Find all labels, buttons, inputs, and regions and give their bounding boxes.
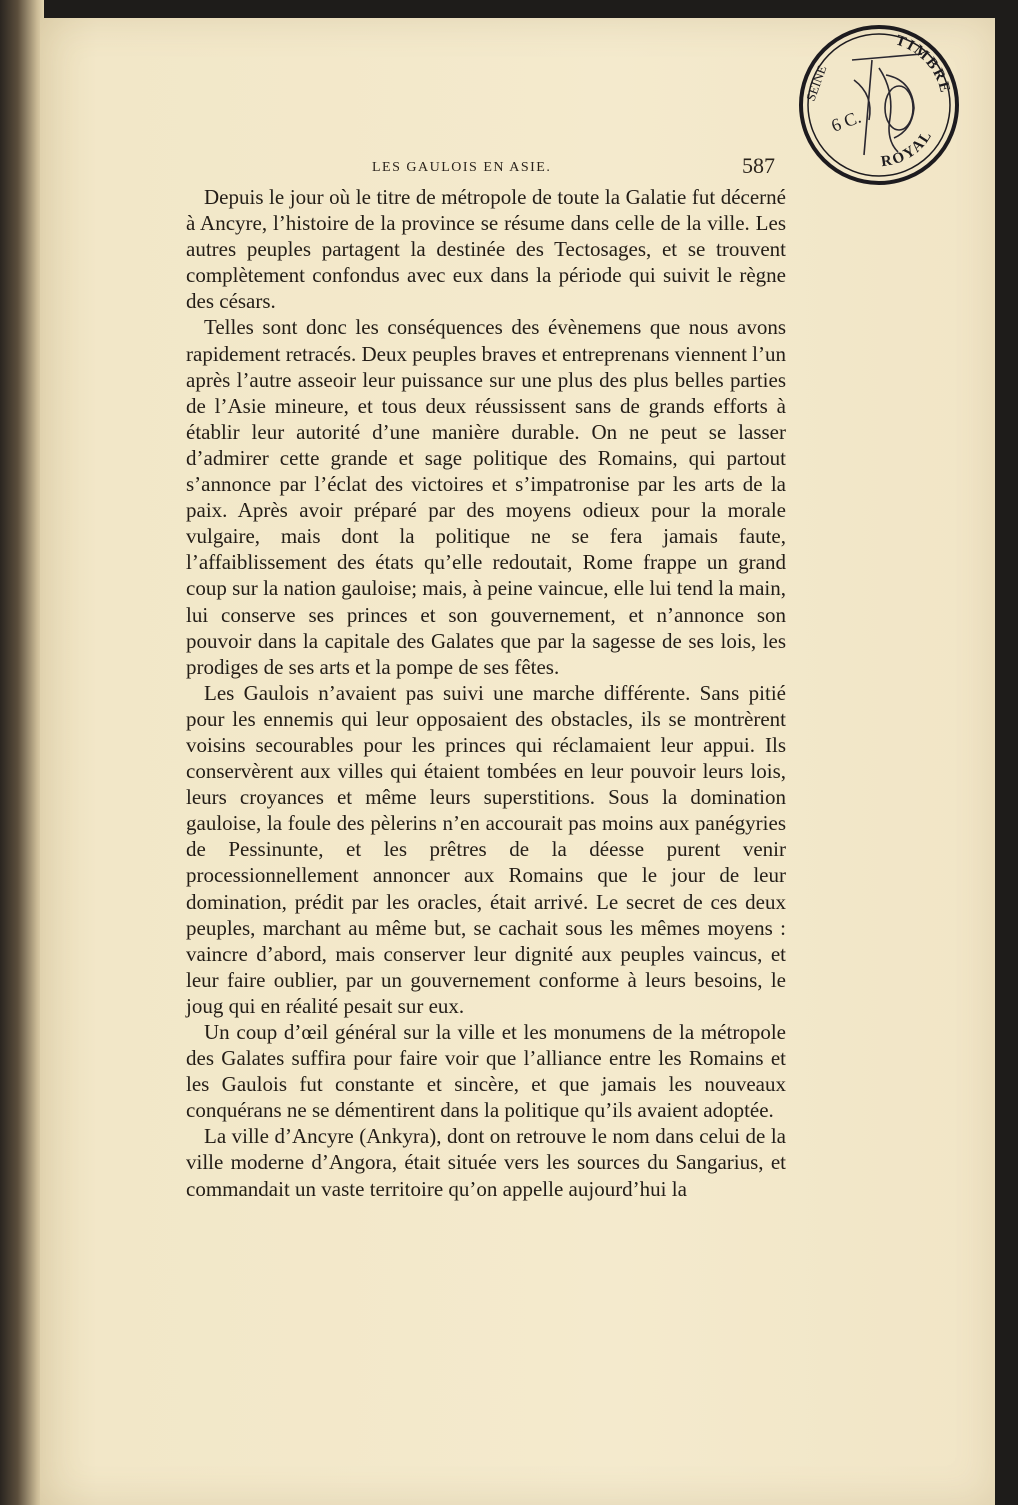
paragraph-4: Un coup d’œil général sur la ville et les monumens de la métropole des Galates suffira pour faire voir que l’alliance entre les Romains et les Gaulois fut constante et sincère, et que jamais les nouveaux conquérans ne se démentirent dans la politique qu’ils avaient adoptée. xyxy=(186,1020,786,1123)
stamp-top-text: TIMBRE xyxy=(893,32,954,96)
paragraph-1: Depuis le jour où le titre de métropole de toute la Galatie fut décerné à Ancyre, l’histoire de la province se résume dans celle de la ville. Les autres peuples partagent la destinée des Tectosages, et se trouvent complètement confondus avec eux dans la période qui suivit le règne des césars. xyxy=(186,185,786,314)
paragraph-3: Les Gaulois n’avaient pas suivi une marche différente. Sans pitié pour les ennemis qui leur opposaient des obstacles, ils se montrèrent voisins secourables pour les princes qui réclamaient leur appui. Ils conservèrent aux villes qui étaient tombées en leur pouvoir leurs lois, leurs croyances et même leurs superstitions. Sous la domination gauloise, la foule des pèlerins n’en accourait pas moins aux panégyries de Pessinunte, et les prêtres de la déesse purent venir processionnellement annoncer aux Romains que le jour de leur domination, prédit par les oracles, était arrivé. Le secret de ces deux peuples, marchant au même but, se cachait sous les mêmes moyens : vaincre d’abord, mais conserver leur dignité aux peuples vaincus, et leur faire oublier, par un gouvernement conforme à leurs besoins, le joug qui en réalité pesait sur eux. xyxy=(186,680,786,1018)
running-head: LES GAULOIS EN ASIE. xyxy=(372,160,552,175)
stamp-left-text: SEINE xyxy=(802,63,830,104)
stamp-right-text: ROYAL xyxy=(879,127,936,171)
page-number: 587 xyxy=(742,153,775,178)
stamp-value-text: 6 C. xyxy=(828,106,864,136)
royal-tax-stamp xyxy=(794,20,964,190)
body-text xyxy=(186,184,786,1202)
paragraph-5: La ville d’Ancyre (Ankyra), dont on retrouve le nom dans celui de la ville moderne d’Angora, était située vers les sources du Sangarius, et commandait un vaste territoire qu’on appelle aujourd’hui la xyxy=(186,1124,786,1201)
paragraph-2: Telles sont donc les conséquences des évènemens que nous avons rapidement retracés. Deux peuples braves et entreprenans viennent l’un après l’autre asseoir leur puissance sur une plus des plus belles parties de l’Asie mineure, et tous deux réussissent sans de grands efforts à établir leur autorité d’une manière durable. On ne peut se lasser d’admirer cette grande et sage politique des Romains, qui partout s’annonce par l’éclat des victoires et s’impatronise par les arts de la paix. Après avoir préparé par des moyens odieux pour la morale vulgaire, mais dont la politique ne se fera jamais faute, l’affaiblissement des états qu’elle redoutait, Rome frappe un grand coup sur la nation gauloise; mais, à peine vaincue, elle lui tend la main, lui conserve ses princes et son gouvernement, et n’annonce son pouvoir dans la capitale des Galates que par la sagesse de ses lois, les prodiges de ses arts et la pompe de ses fêtes. xyxy=(186,315,786,679)
facing-page-edge xyxy=(0,0,44,1505)
